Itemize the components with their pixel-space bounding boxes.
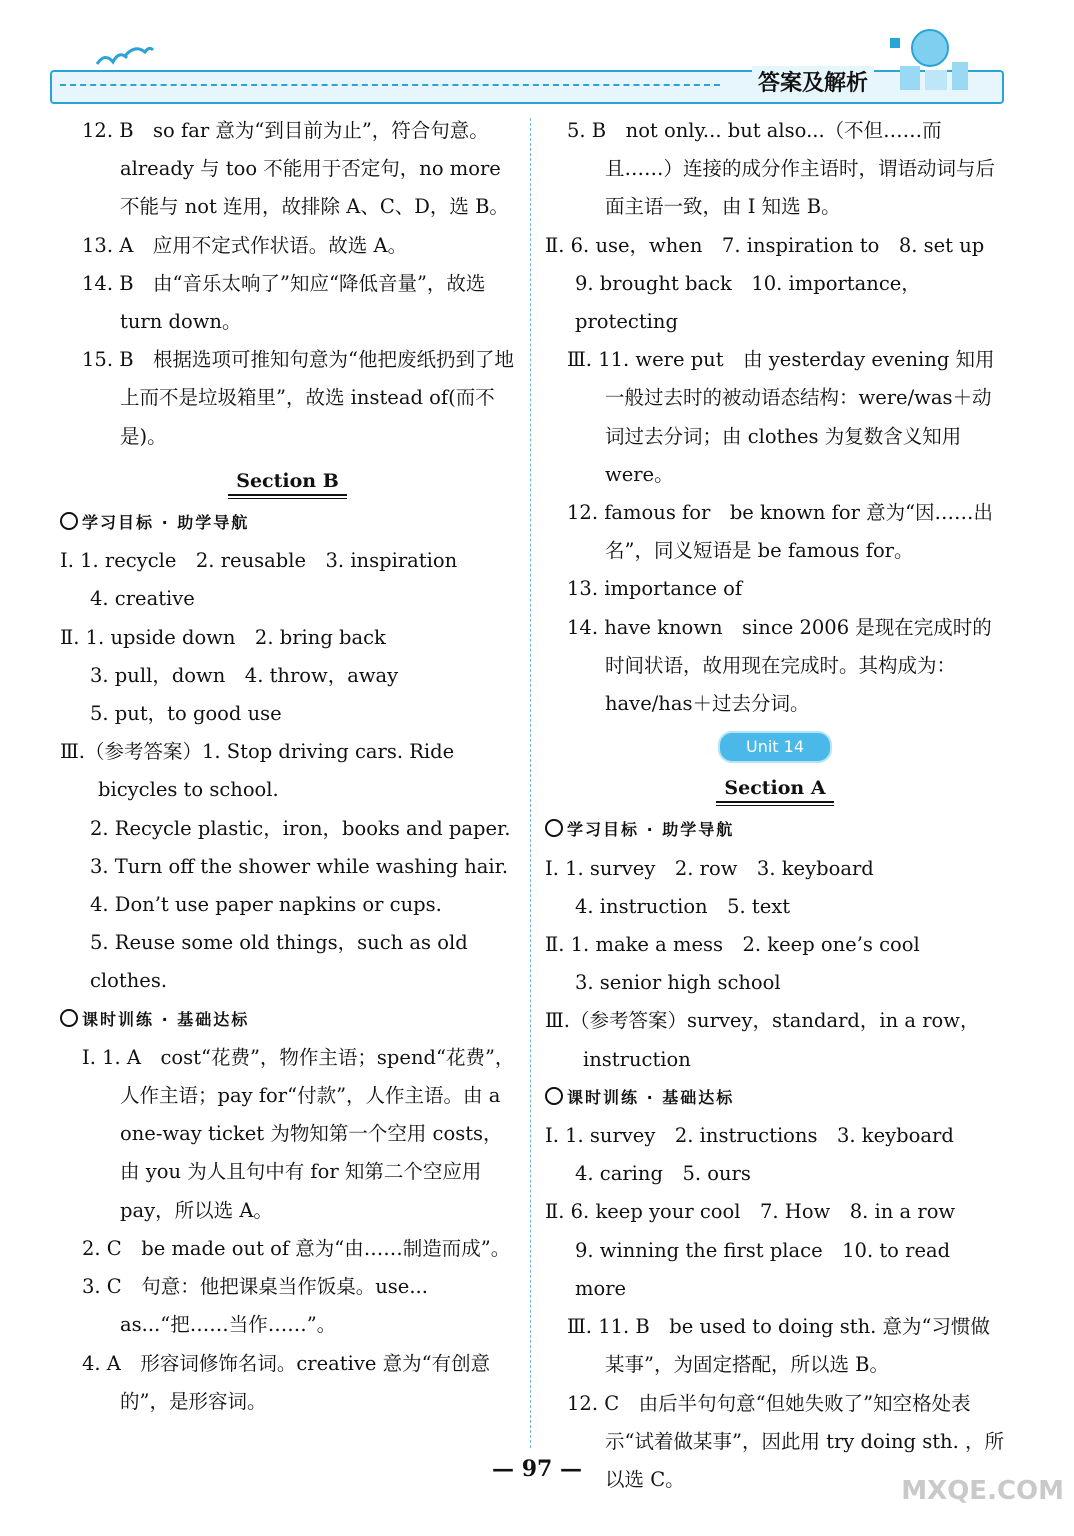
- answer-13: 13. A 应用不定式作状语。故选 A。: [82, 233, 408, 257]
- t-part-2-line-1: Ⅱ. 6. keep your cool 7. How 8. in a row: [545, 1200, 956, 1224]
- t-part-1-line-2: 4. caring 5. ours: [575, 1162, 751, 1186]
- practice-4: 4. A 形容词修饰名词。creative 意为“有创意的”，是形容词。: [82, 1351, 491, 1413]
- answer-11: Ⅲ. 11. were put 由 yesterday evening 知用一般过去时的被动语态结构：were/was＋动词过去分词；由 clothes 为复数含义知用 were。: [567, 348, 995, 486]
- page-header: [0, 0, 1074, 110]
- watermark: MXQE.COM: [901, 1476, 1064, 1506]
- part-2-line-2: 3. pull，down 4. throw，away: [90, 663, 399, 687]
- practice-tag: 课时训练 · 基础达标: [545, 1079, 1005, 1117]
- part-1-line-1: Ⅰ. 1. recycle 2. reusable 3. inspiration: [60, 549, 458, 573]
- tag-bullet-icon: [545, 819, 563, 837]
- part-2-line-3: 5. put，to good use: [90, 702, 282, 726]
- s-part-1-line-2: 4. instruction 5. text: [575, 894, 791, 918]
- answer-15: 15. B 根据选项可推知句意为“他把废纸扔到了地上而不是垃圾箱里”，故选 instead of(而不是)。: [82, 348, 515, 448]
- t-answer-11: Ⅲ. 11. B be used to doing sth. 意为“习惯做某事”，为固定搭配，所以选 B。: [567, 1315, 990, 1377]
- part-3-line-5: 5. Reuse some old things，such as old clothes.: [90, 931, 468, 993]
- answer-14: 14. have known since 2006 是现在完成时的时间状语，故用现在完成时。其构成为：have/has＋过去分词。: [567, 615, 992, 716]
- s-part-2-line-2: 3. senior high school: [575, 971, 781, 995]
- part-1-line-2: 4. creative: [90, 587, 195, 611]
- practice-3: 3. C 句意：他把课桌当作饭桌。use... as...“把……当作……”。: [82, 1275, 428, 1337]
- t-answer-12: 12. C 由后半句句意“但她失败了”知空格处表示“试着做某事”，因此用 try doing sth. ，所以选 C。: [567, 1391, 1005, 1491]
- column-divider: [530, 118, 531, 1448]
- t-part-2-line-2: 9. winning the first place 10. to read more: [575, 1238, 951, 1300]
- s-part-1-line-1: Ⅰ. 1. survey 2. row 3. keyboard: [545, 856, 874, 880]
- part-3-line-2: 2. Recycle plastic，iron，books and paper.: [90, 816, 511, 840]
- practice-1: Ⅰ. 1. A cost“花费”，物作主语；spend“花费”，人作主语；pay for“付款”，人作主语。由 a one-way ticket 为物知第一个空用 costs，由 you 为人且句中有 for 知第二个空应用 pay，所以选 A。: [82, 1045, 515, 1222]
- unit-14-badge: Unit 14: [718, 731, 832, 763]
- section-a-title: Section A: [545, 769, 1005, 807]
- header-title: 答案及解析: [752, 66, 874, 97]
- section-b-title: Section B: [60, 462, 515, 500]
- answer-5: 5. B not only... but also...（不但……而且……）连接的成分作主语时，谓语动词与后面主语一致，由 I 知选 B。: [567, 119, 996, 219]
- s-part-2-line-1: Ⅱ. 1. make a mess 2. keep one’s cool: [545, 933, 920, 957]
- left-column: [60, 112, 515, 1421]
- part-2-line-1: Ⅱ. 6. use，when 7. inspiration to 8. set up: [545, 233, 985, 257]
- page-number: — 97 —: [492, 1456, 582, 1482]
- practice-2: 2. C be made out of 意为“由……制造而成”。: [82, 1236, 511, 1260]
- answer-13: 13. importance of: [567, 577, 743, 601]
- s-part-3: Ⅲ.（参考答案）survey，standard，in a row，instruction: [545, 1009, 980, 1071]
- answer-12: 12. B so far 意为“到目前为止”，符合句意。already 与 too 不能用于否定句，no more 不能与 not 连用，故排除 A、C、D，选 B。: [82, 119, 509, 219]
- t-part-1-line-1: Ⅰ. 1. survey 2. instructions 3. keyboard: [545, 1124, 954, 1148]
- part-3-line-4: 4. Don’t use paper napkins or cups.: [90, 893, 442, 917]
- globe-decoration-icon: [870, 18, 990, 98]
- part-2-line-2: 9. brought back 10. importance，protecting: [575, 271, 921, 334]
- learning-goals-tag: 学习目标 · 助学导航: [545, 811, 1005, 849]
- part-3-line-1: Ⅲ.（参考答案）1. Stop driving cars. Ride bicycles to school.: [60, 740, 455, 802]
- practice-tag: 课时训练 · 基础达标: [60, 1001, 515, 1039]
- right-column: [545, 112, 1005, 1499]
- answer-12: 12. famous for be known for 意为“因……出名”，同义短语是 be famous for。: [567, 501, 994, 563]
- tag-bullet-icon: [60, 1009, 78, 1027]
- tag-bullet-icon: [545, 1087, 563, 1105]
- tag-bullet-icon: [60, 512, 78, 530]
- answer-14: 14. B 由“音乐太响了”知应“降低音量”，故选 turn down。: [82, 271, 486, 334]
- part-3-line-3: 3. Turn off the shower while washing hair.: [90, 854, 509, 878]
- header-dash-line: [60, 84, 720, 86]
- learning-goals-tag: 学习目标 · 助学导航: [60, 504, 515, 542]
- part-2-line-1: Ⅱ. 1. upside down 2. bring back: [60, 625, 386, 649]
